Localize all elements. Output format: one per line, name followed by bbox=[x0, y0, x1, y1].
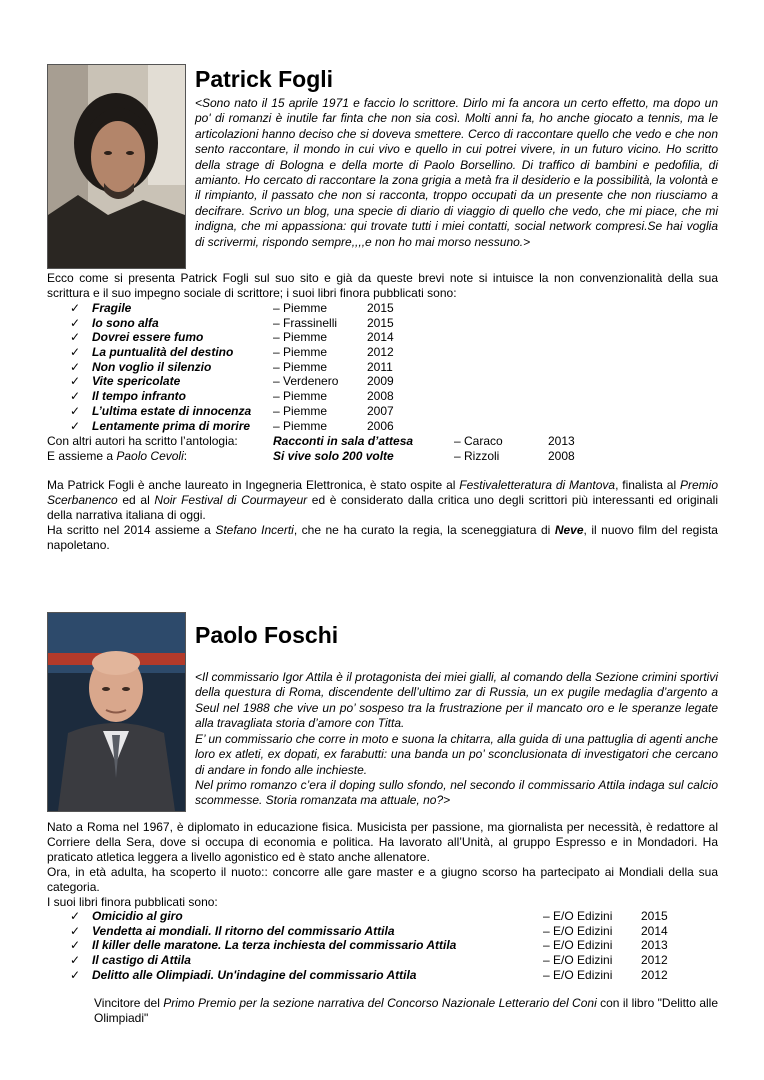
book-title: L’ultima estate di innocenza bbox=[92, 403, 252, 418]
book-publisher: – E/O Edizini bbox=[543, 967, 613, 982]
bio-paragraph-1-patrick-fogli: Ma Patrick Fogli è anche laureato in Ingegneria Elettronica, è stato ospite al Festivaletteratura di Mantova, finalista al Premio Scerbanenco ed al Noir Festival di Courmayeur ed è considerato dalla critica uno degli scrittori più interessanti ed originali della narrativa italiana di oggi. bbox=[47, 478, 718, 522]
checkmark-icon: ✓ bbox=[70, 938, 81, 953]
list-item bbox=[70, 345, 470, 360]
list-item bbox=[70, 374, 470, 389]
book-publisher: – Frassinelli bbox=[273, 315, 338, 330]
coauthor-row bbox=[47, 449, 647, 464]
book-year: 2007 bbox=[367, 403, 394, 418]
book-publisher: – Piemme bbox=[273, 389, 328, 404]
book-publisher: – Piemme bbox=[273, 330, 328, 345]
book-publisher: – E/O Edizini bbox=[543, 953, 613, 968]
book-title: Vendetta ai mondiali. Il ritorno del commissario Attila bbox=[92, 923, 395, 938]
book-title: La puntualità del destino bbox=[92, 345, 234, 360]
author-name-patrick-fogli: Patrick Fogli bbox=[195, 66, 334, 92]
list-item bbox=[70, 330, 470, 345]
list-item bbox=[70, 316, 470, 331]
checkmark-icon: ✓ bbox=[70, 330, 81, 345]
book-title: Non voglio il silenzio bbox=[92, 359, 212, 374]
portrait-image bbox=[48, 613, 185, 811]
book-publisher: – Piemme bbox=[273, 403, 328, 418]
books-intro-paolo-foschi: I suoi libri finora pubblicati sono: bbox=[47, 895, 218, 909]
book-year: 2015 bbox=[641, 909, 668, 923]
book-publisher: – Piemme bbox=[273, 345, 328, 360]
books-intro-patrick-fogli: Ecco come si presenta Patrick Fogli sul suo sito e già da queste brevi note si intuisce la non convenzionalità della sua scrittura e il suo impegno sociale di scrittore; i suoi libri finora pubblicati sono: bbox=[47, 271, 718, 300]
checkmark-icon: ✓ bbox=[70, 301, 81, 315]
book-title: Il castigo di Attila bbox=[92, 953, 191, 968]
book-title: Il tempo infranto bbox=[92, 389, 186, 404]
book-year: 2012 bbox=[367, 345, 394, 360]
book-publisher: – E/O Edizini bbox=[543, 938, 613, 953]
book-publisher: – Piemme bbox=[273, 418, 328, 433]
book-list-paolo-foschi bbox=[70, 909, 700, 982]
book-title: Vite spericolate bbox=[92, 374, 181, 389]
book-list-patrick-fogli bbox=[70, 301, 470, 433]
book-year: 2006 bbox=[367, 418, 394, 433]
book-year: 2009 bbox=[367, 374, 394, 389]
anthology-row bbox=[47, 434, 647, 449]
list-item bbox=[70, 968, 700, 983]
checkmark-icon: ✓ bbox=[70, 345, 81, 360]
anthology-publisher: – Caraco bbox=[454, 434, 503, 448]
book-title: Il killer delle maratone. La terza inchiesta del commissario Attila bbox=[92, 938, 457, 953]
author-quote-paolo-foschi-part3: Nel primo romanzo c’era il doping sullo sfondo, nel secondo il commissario Attila indaga sul calcio scommesse. Storia romanzata ma attuale, no?> bbox=[195, 778, 718, 808]
author-quote-paolo-foschi-part2: E’ un commissario che corre in moto e suona la chitarra, alla guida di una pattuglia di agenti anche loro ex atleti, ex dopati, ex farabutti: una banda un po’ sconclusionata di investigatori che cercano di andare in fondo alle inchieste. bbox=[195, 732, 718, 777]
author-name-paolo-foschi: Paolo Foschi bbox=[195, 622, 339, 648]
list-item bbox=[70, 389, 470, 404]
list-item bbox=[70, 953, 700, 968]
book-publisher: – E/O Edizini bbox=[543, 923, 613, 938]
book-title: Omicidio al giro bbox=[92, 909, 183, 923]
checkmark-icon: ✓ bbox=[70, 967, 81, 982]
author-quote-patrick-fogli: <Sono nato il 15 aprile 1971 e faccio lo scrittore. Dirlo mi fa ancora un certo effetto, ma dopo un po' di romanzi è inutile far finta che non sia così. Molti anni fa, ho anche giocato a tennis, ma le articolazioni hanno deciso che si doveva smettere. Cerco di raccontare quello che vedo e che non sento raccontare, il mondo in cui vivo e quello in cui potrei vivere, in un futuro vicino. Ho scritto della strage di Bologna e della morte di Paolo Borsellino. Di traffico di bambini e pedofilia, di amianto. Ho cercato di raccontare la zona grigia a metà fra il desiderio e la possibilità, la volontà e il rimpianto, il passato che non si racconta, troppo occupati da un presente che non riusciamo a decifrare. Scrivo un blog, una specie di diario di viaggio di quello che vedo, che mi piace, che mi indigna, che mi appassiona: qui trovate tutti i miei contatti, social network compresi.Se hai voglia di scrivermi, rispondo sempre,,,,e non ho mai morso nessuno.> bbox=[195, 96, 718, 249]
checkmark-icon: ✓ bbox=[70, 403, 81, 418]
book-publisher: – Verdenero bbox=[273, 374, 339, 389]
list-item bbox=[70, 909, 700, 924]
checkmark-icon: ✓ bbox=[70, 315, 81, 330]
portrait-image bbox=[48, 65, 185, 268]
bio-paragraph-2-patrick-fogli: Ha scritto nel 2014 assieme a Stefano Incerti, che ne ha curato la regia, la sceneggiatura di Neve, il nuovo film del regista napoletano. bbox=[47, 523, 718, 552]
book-year: 2012 bbox=[641, 953, 668, 968]
book-year: 2008 bbox=[367, 389, 394, 404]
list-item bbox=[70, 419, 470, 434]
book-publisher: – E/O Edizini bbox=[543, 909, 613, 923]
book-year: 2015 bbox=[367, 315, 394, 330]
book-title: Io sono alfa bbox=[92, 315, 159, 330]
list-item bbox=[70, 924, 700, 939]
checkmark-icon: ✓ bbox=[70, 418, 81, 433]
checkmark-icon: ✓ bbox=[70, 389, 81, 404]
book-year: 2012 bbox=[641, 967, 668, 982]
checkmark-icon: ✓ bbox=[70, 374, 81, 389]
anthology-label: Con altri autori ha scritto l’antologia: bbox=[47, 434, 238, 448]
coauthor-title: Si vive solo 200 volte bbox=[273, 449, 394, 463]
author-photo-patrick-fogli bbox=[47, 64, 186, 269]
coauthor-label: E assieme a Paolo Cevoli: bbox=[47, 449, 188, 463]
anthology-title: Racconti in sala d’attesa bbox=[273, 434, 414, 448]
checkmark-icon: ✓ bbox=[70, 359, 81, 374]
anthology-year: 2013 bbox=[548, 434, 575, 448]
list-item bbox=[70, 360, 470, 375]
author-photo-paolo-foschi bbox=[47, 612, 186, 812]
book-year: 2014 bbox=[641, 923, 668, 938]
checkmark-icon: ✓ bbox=[70, 953, 81, 968]
book-year: 2011 bbox=[367, 359, 393, 374]
book-publisher: – Piemme bbox=[273, 301, 328, 315]
coauthor-year: 2008 bbox=[548, 449, 575, 463]
book-year: 2013 bbox=[641, 938, 668, 953]
book-publisher: – Piemme bbox=[273, 359, 328, 374]
book-title: Delitto alle Olimpiadi. Un'indagine del commissario Attila bbox=[92, 967, 417, 982]
list-item bbox=[70, 404, 470, 419]
award-paragraph-paolo-foschi: Vincitore del Primo Premio per la sezione narrativa del Concorso Nazionale Letterario del Coni con il libro "Delitto alle Olimpiadi" bbox=[94, 996, 718, 1025]
book-title: Fragile bbox=[92, 301, 132, 315]
checkmark-icon: ✓ bbox=[70, 909, 81, 923]
bio-paragraph-2-paolo-foschi: Ora, in età adulta, ha scoperto il nuoto:: concorre alle gare master e a giugno scorso ha partecipato ai Mondiali della sua categoria. bbox=[47, 865, 718, 894]
list-item bbox=[70, 301, 470, 316]
book-title: Dovrei essere fumo bbox=[92, 330, 204, 345]
author-quote-paolo-foschi-part1: <Il commissario Igor Attila è il protagonista dei miei gialli, al comando della Sezione crimini sportivi della questura di Roma, discendente dell’ultimo zar di Russia, un ex pugile medaglia d’argento a Seul nel 1988 che vive un po’ sospeso tra la frustrazione per il mancato oro e le speranze legate alla travagliata storia d’amore con Titta. bbox=[195, 670, 718, 731]
book-title: Lentamente prima di morire bbox=[92, 418, 251, 433]
book-year: 2015 bbox=[367, 301, 394, 315]
coauthor-publisher: – Rizzoli bbox=[454, 449, 500, 463]
book-year: 2014 bbox=[367, 330, 394, 345]
bio-paragraph-1-paolo-foschi: Nato a Roma nel 1967, è diplomato in educazione fisica. Musicista per passione, ma giornalista per necessità, è redattore al Corriere della Sera, dove si occupa di economia e politica. Ha lavorato all’Unità, al gruppo Espresso e in Mondadori. Ha praticato atletica leggera a livello agonistico ed è stato anche allenatore. bbox=[47, 820, 718, 864]
list-item bbox=[70, 938, 700, 953]
checkmark-icon: ✓ bbox=[70, 923, 81, 938]
